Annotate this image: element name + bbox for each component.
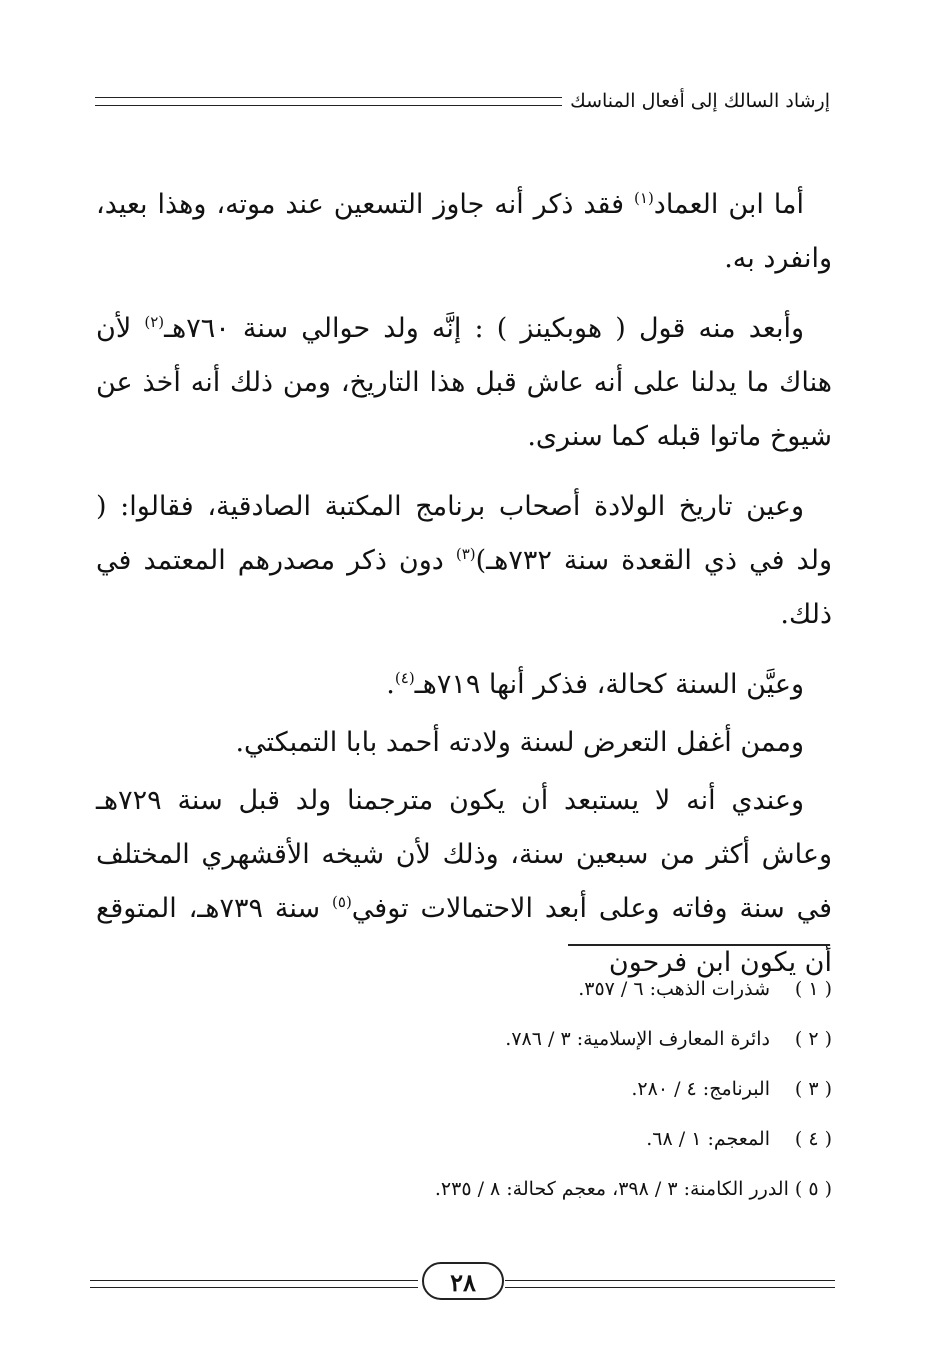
text-run: وأبعد منه قول ( هوبكينز ) : إنَّه ولد حوالي سنة ٧٦٠هـ [164,313,805,344]
text-run: وعين تاريخ الولادة أصحاب برنامج المكتبة الصادقية، فقالوا: ( ولد في ذي القعدة سنة ٧٣٢هـ) [96,491,832,576]
text-run: . [386,669,395,700]
page-number: ٢٨ [422,1262,504,1300]
text-run: وممن أغفل التعرض لسنة ولادته أحمد بابا التمبكتي. [235,727,804,758]
footnote-text: المعجم: ١ / ٦٨. [646,1128,770,1150]
text-run: فقد ذكر أنه جاوز التسعين عند موته، وهذا بعيد، وانفرد به. [96,189,832,274]
footnote [96,1064,832,1114]
text-run: سنة ٧٣٩هـ، المتوقع أن يكون ابن فرحون [96,893,832,978]
footnote-text: البرنامج: ٤ / ٢٨٠. [631,1078,770,1100]
page-footer [90,1262,835,1312]
footnote-ref: (٤) [394,669,415,687]
paragraph [96,774,832,990]
paragraph [96,178,832,286]
footnotes [96,964,832,1214]
footnote-text: الدرر الكامنة: ٣ / ٣٩٨، معجم كحالة: ٨ / ٢٣٥. [434,1178,789,1200]
footnote-number: ( ٥ ) [794,1178,832,1200]
text-run: وعندي أنه لا يستبعد أن يكون مترجمنا ولد قبل سنة ٧٢٩هـ وعاش أكثر من سبعين سنة، وذلك لأن شيخه الأقشهري المختلف في سنة وفاته وعلى أبعد الاحتمالات توفي [96,785,833,924]
footnote-ref: (٣) [455,545,476,563]
footnote-number: ( ٤ ) [794,1128,832,1150]
footnote [96,1164,832,1214]
footnote-ref: (٢) [144,313,165,331]
paragraph [96,716,832,770]
footnote-text: دائرة المعارف الإسلامية: ٣ / ٧٨٦. [505,1028,770,1050]
footnote-separator [568,944,830,946]
footnote [96,964,832,1014]
text-run: أما ابن العماد [653,189,805,220]
footnote-text: شذرات الذهب: ٦ / ٣٥٧. [578,978,770,1000]
footnote-number: ( ٣ ) [794,1078,832,1100]
footnote [96,1114,832,1164]
header-double-rule [95,97,562,106]
footnote-number: ( ١ ) [794,978,832,1000]
footnote [96,1014,832,1064]
footer-rule-right [505,1280,835,1288]
footnote-ref: (١) [634,189,654,207]
main-text [96,178,832,1006]
book-title: إرشاد السالك إلى أفعال المناسك [570,90,830,112]
text-run: دون ذكر مصدرهم المعتمد في ذلك. [96,545,832,630]
text-run: وعيَّن السنة كحالة، فذكر أنها ٧١٩هـ [414,669,804,700]
footer-rule-left [90,1280,418,1288]
paragraph [96,658,832,712]
text-run: لأن هناك ما يدلنا على أنه عاش قبل هذا التاريخ، ومن ذلك أنه أخذ عن شيوخ ماتوا قبله كما سنرى. [96,313,832,452]
paragraph [96,480,832,642]
footnote-ref: (٥) [332,893,352,911]
paragraph [96,302,832,464]
footnote-number: ( ٢ ) [794,1028,832,1050]
running-header [95,88,830,118]
